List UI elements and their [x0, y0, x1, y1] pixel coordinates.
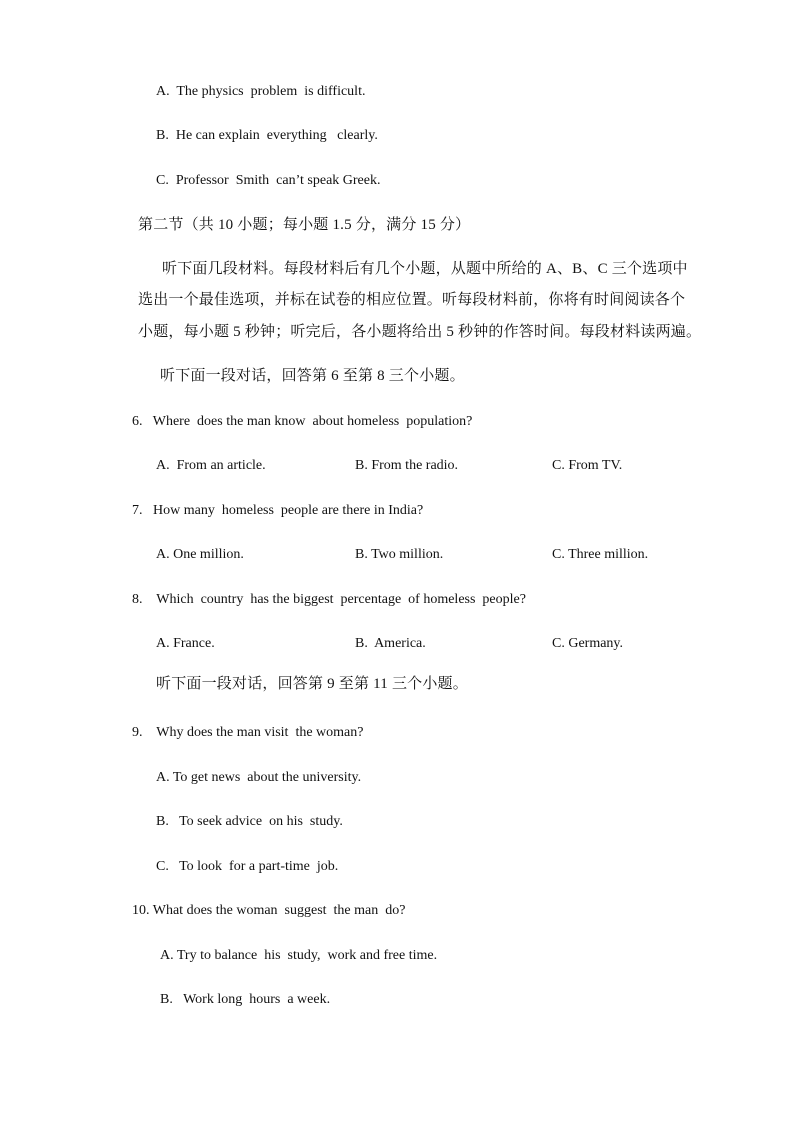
q8-option-c: C. Germany.	[552, 636, 624, 651]
dialogue-2-intro: 听下面一段对话，回答第 9 至第 11 三个小题。	[156, 676, 468, 692]
top-option-c: C. Professor Smith can’t speak Greek.	[156, 173, 381, 188]
dialogue-1-intro: 听下面一段对话，回答第 6 至第 8 三个小题。	[160, 368, 465, 384]
q9-option-b: B. To seek advice on his study.	[156, 814, 343, 829]
q8-option-b: B. America.	[355, 636, 426, 651]
question-6: 6. Where does the man know about homeless population?	[132, 414, 473, 429]
section-heading: 第二节（共 10 小题；每小题 1.5 分，满分 15 分）	[138, 217, 471, 233]
q6-option-c: C. From TV.	[552, 458, 623, 473]
q9-option-a: A. To get news about the university.	[156, 770, 362, 785]
instruction-line-3: 小题，每小题 5 秒钟；听完后，各小题将给出 5 秒钟的作答时间。每段材料读两遍。	[138, 324, 702, 340]
question-10: 10. What does the woman suggest the man do?	[132, 903, 406, 918]
question-7: 7. How many homeless people are there in India?	[132, 503, 424, 518]
q6-option-b: B. From the radio.	[355, 458, 459, 473]
instruction-line-2: 选出一个最佳选项，并标在试卷的相应位置。听每段材料前，你将有时间阅读各个	[138, 292, 686, 308]
top-option-a: A. The physics problem is difficult.	[156, 84, 366, 99]
q10-option-b: B. Work long hours a week.	[160, 992, 331, 1007]
q7-option-a: A. One million.	[156, 547, 244, 562]
q10-option-a: A. Try to balance his study, work and free time.	[160, 948, 438, 963]
q8-option-a: A. France.	[156, 636, 215, 651]
q6-option-a: A. From an article.	[156, 458, 266, 473]
q7-option-b: B. Two million.	[355, 547, 444, 562]
q9-option-c: C. To look for a part-time job.	[156, 859, 339, 874]
top-option-b: B. He can explain everything clearly.	[156, 128, 378, 143]
instruction-line-1: 听下面几段材料。每段材料后有几个小题，从题中所给的 A、B、C 三个选项中	[162, 261, 688, 277]
question-9: 9. Why does the man visit the woman?	[132, 725, 364, 740]
q7-option-c: C. Three million.	[552, 547, 649, 562]
question-8: 8. Which country has the biggest percentage of homeless people?	[132, 592, 526, 607]
